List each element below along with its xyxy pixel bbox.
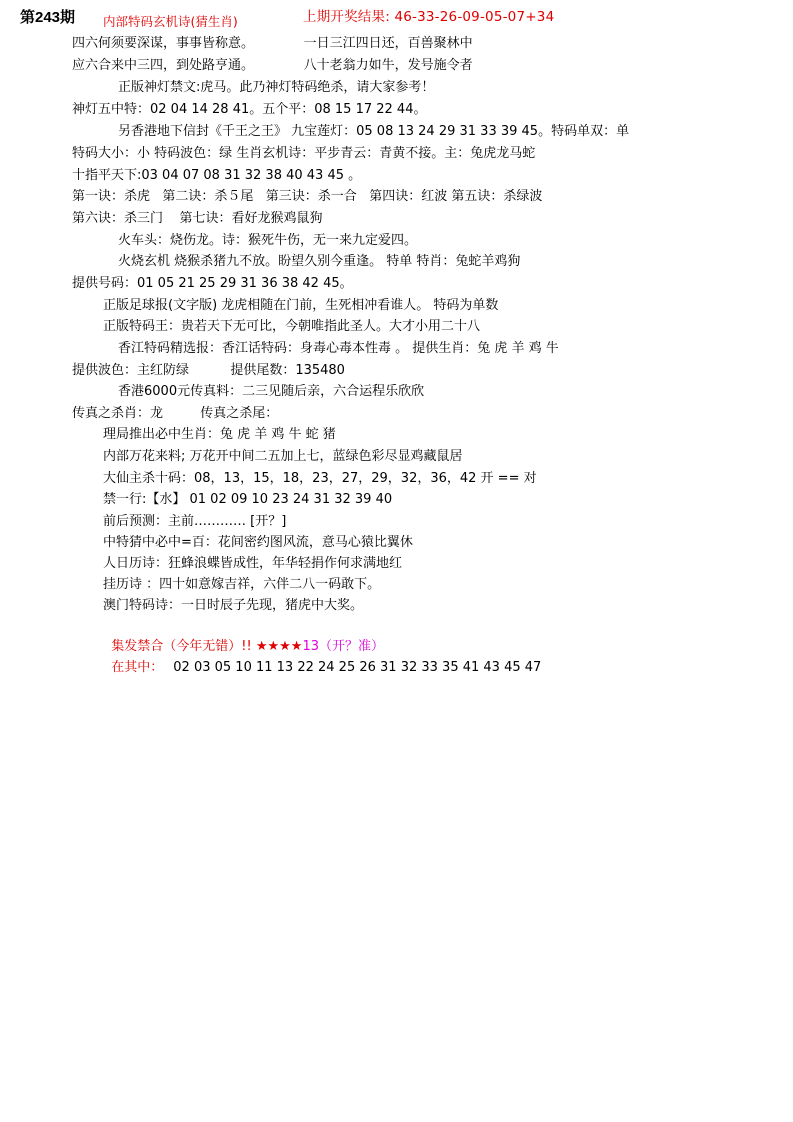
text-line: 前后预测：主前………… [开？] <box>103 514 287 529</box>
subtitle: 内部特码玄机诗(猜生肖) <box>103 14 238 29</box>
text-line: 挂历诗 ：四十如意嫁吉祥，六伴二八一码敢下。 <box>103 577 381 592</box>
text-line: 四六何须要深谋，事事皆称意。 一日三江四日还，百兽聚林中 <box>72 36 473 51</box>
text-line: 正版神灯禁文:虎马。此乃神灯特码绝杀，请大家参考！ <box>118 80 435 95</box>
zai-qi-zhong-line <box>103 638 541 678</box>
star-rating: ★★★★ <box>255 639 303 654</box>
zai-qi-zhong-label: 在其中： <box>111 660 164 675</box>
last-result: 上期开奖结果: 46-33-26-09-05-07+34 <box>303 9 555 25</box>
text-line: 火烧玄机 烧猴杀猪九不放。盼望久别今重逢。 特单 特肖：兔蛇羊鸡狗 <box>118 254 521 269</box>
text-line: 正版足球报(文字版) 龙虎相随在门前，生死相冲看谁人。 特码为单数 <box>103 298 499 313</box>
text-line: 应六合来中三四，到处路亨通。 八十老翁力如牛，发号施令者 <box>72 58 473 73</box>
zai-qi-zhong-numbers: 02 03 05 10 11 13 22 24 25 26 31 32 33 35 41 43 45 47 <box>173 660 542 675</box>
text-line: 澳门特码诗：一日时辰子先现，猪虎中大奖。 <box>103 598 364 613</box>
text-line: 人日历诗：狂蜂浪蝶皆成性，年华轻捐作何求满地红 <box>103 556 403 571</box>
text-line: 火车头：烧伤龙。诗：猴死牛伤，无一来九定爱四。 <box>118 233 418 248</box>
text-line: 正版特码王：贵若天下无可比，今朝唯指此圣人。大才小用二十八 <box>103 319 481 334</box>
jifa-prefix: 集发禁合（今年无错）!! <box>111 639 256 654</box>
issue-number: 第243期 <box>20 9 76 26</box>
text-line: 提供波色：主红防绿 提供尾数：135480 <box>72 363 345 378</box>
text-line: 中特猜中必中=百：花间密约图风流，意马心猿比翼休 <box>103 535 413 550</box>
text-line: 提供号码：01 05 21 25 29 31 36 38 42 45。 <box>72 276 353 291</box>
text-line: 特码大小：小 特码波色：绿 生肖玄机诗：平步青云：青黄不接。主：兔虎龙马蛇 <box>72 146 536 161</box>
text-line: 传真之杀肖：龙 传真之杀尾： <box>72 406 279 421</box>
text-line: 香港6000元传真料：二三见随后亲，六合运程乐欣欣 <box>118 384 425 399</box>
text-line: 内部万花来料; 万花开中间二五加上七，蓝绿色彩尽显鸡藏鼠居 <box>103 449 463 464</box>
text-line: 理局推出必中生肖：兔 虎 羊 鸡 牛 蛇 猪 <box>103 427 336 442</box>
text-line: 香江特码精选报：香江话特码：身毒心毒本性毒 。 提供生肖：兔 虎 羊 鸡 牛 <box>118 341 559 356</box>
text-line: 第一诀：杀虎 第二诀：杀５尾 第三诀：杀一合 第四诀：红波 第五诀：杀绿波 <box>72 189 543 204</box>
text-line: 大仙主杀十码：08，13，15，18，23，27，29，32，36，42 开 == 对 <box>103 471 537 486</box>
text-line: 禁一行:【水】 01 02 09 10 23 24 31 32 39 40 <box>103 492 393 507</box>
jifa-suffix: 13（开？准） <box>302 639 384 654</box>
text-line: 第六诀：杀三门 第七诀：看好龙猴鸡鼠狗 <box>72 211 323 226</box>
text-line: 另香港地下信封《千王之王》 九宝莲灯：05 08 13 24 29 31 33 39 45。特码单双：单 <box>118 124 630 139</box>
text-line: 十指平天下:03 04 07 08 31 32 38 40 43 45 。 <box>72 168 362 183</box>
text-line: 神灯五中特：02 04 14 28 41。五个平：08 15 17 22 44。 <box>72 102 427 117</box>
